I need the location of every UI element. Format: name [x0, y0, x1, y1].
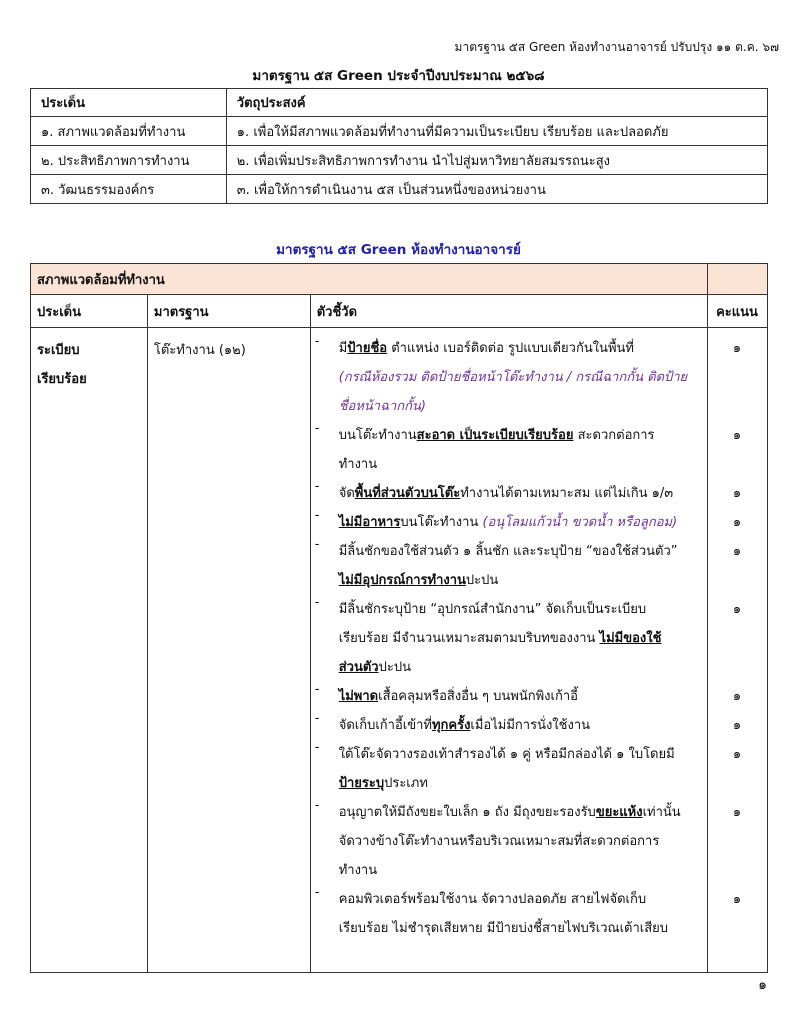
score-value: ๑ — [732, 689, 742, 704]
summary-objective: ๑. เพื่อให้มีสภาพแวดล้อมที่ทำงานที่มีความเป็นระเบียบ เรียบร้อย และปลอดภัย — [226, 117, 767, 146]
score-value: ๑ — [732, 602, 742, 617]
table-row — [31, 175, 768, 204]
summary-objective: ๒. เพื่อเพิ่มประสิทธิภาพการทำงาน นำไปสู่มหาวิทยาลัยสมรรถนะสูง — [226, 146, 767, 175]
score-value: ๑ — [732, 892, 742, 907]
topic-line: ระเบียบ — [37, 343, 80, 358]
indicators-cell: - มีป้ายชื่อ ตำแหน่ง เบอร์ติดต่อ รูปแบบเดียวกันในพื้นที่ (กรณีห้องรวม ติดป้ายชื่อหน้าโต๊ะทำงาน / กรณีฉากกั้น ติดป้าย ชื่อหน้าฉากกั้น) - บนโต๊ะทำงานสะอาด เป็นระเบียบเรียบร้อย สะดวกต่อการ ทำงาน - จัดพื้นที่ส่วนตัวบนโต๊ะทำงานได้ตามเหมาะสม แต่ไม่เกิน ๑/๓ - ไม่มีอาหารบนโต๊ะทำงาน (อนุโลมแก้วน้ำ ขวดน้ำ หรือลูกอม) - มีลิ้นชักของใช้ส่วนตัว ๑ ลิ้นชัก และระบุป้าย “ของใช้ส่วนตัว” ไม่มีอุปกรณ์การทำงานปะปน - มีลิ้นชักระบุป้าย “อุปกรณ์สำนักงาน” จัดเก็บเป็นระเบียบ เรียบร้อย มีจำนวนเหมาะสมตามบริบทของงาน ไม่มีของใช้ ส่วนตัวปะปน - ไม่พาดเสื้อคลุมหรือสิ่งอื่น ๆ บนพนักพิงเก้าอี้ - จัดเก็บเก้าอี้เข้าที่ทุกครั้งเมื่อไม่มีการนั่งใช้งาน - ใต้โต๊ะจัดวางรองเท้าสำรองได้ ๑ คู่ หรือมีกล่องได้ ๑ ใบโดยมี ป้ายระบุประเภท - อนุญาตให้มีถังขยะใบเล็ก ๑ ถัง มีถุงขยะรองรับขยะแห้งเท่านั้น จัดวางข้างโต๊ะทำงานหรือบริเวณเหมาะสมที่สะดวกต่อการ ทำงาน - คอมพิวเตอร์พร้อมใช้งาน จัดวางปลอดภัย สายไฟจัดเก็บ เรียบร้อย ไม่ชำรุดเสียหาย มีป้ายบ่งชี้สายไฟบริเวณเต้าเสียบ — [310, 328, 707, 973]
summary-header-row — [31, 89, 768, 117]
main-title: มาตรฐาน ๕ส Green ประจำปีงบประมาณ ๒๕๖๘ — [252, 68, 545, 84]
score-value: ๑ — [732, 428, 742, 443]
category-label: สภาพแวดล้อมที่ทำงาน — [31, 264, 708, 295]
score-value: ๑ — [732, 341, 742, 356]
col-header-standard: มาตรฐาน — [147, 295, 310, 328]
column-header-row — [31, 295, 768, 328]
document-header: มาตรฐาน ๕ส Green ห้องทำงานอาจารย์ ปรับปรุง ๑๑ ต.ค. ๖๗ — [454, 40, 779, 54]
bullet-dash: - — [314, 595, 320, 610]
score-value: ๑ — [732, 544, 742, 559]
score-value: ๑ — [732, 718, 742, 733]
category-row — [31, 264, 768, 295]
topic-line: เรียบร้อย — [37, 372, 87, 387]
topic-cell — [31, 328, 148, 973]
summary-objective: ๓. เพื่อให้การดำเนินงาน ๕ส เป็นส่วนหนึ่งของหน่วยงาน — [226, 175, 767, 204]
table-row — [31, 146, 768, 175]
score-value: ๑ — [732, 515, 742, 530]
table-row — [31, 117, 768, 146]
note-text: (กรณีห้องรวม ติดป้ายชื่อหน้าโต๊ะทำงาน / กรณีฉากกั้น ติดป้าย — [338, 370, 688, 385]
bullet-dash: - — [314, 508, 320, 523]
page-number: ๑ — [758, 977, 767, 993]
summary-table — [30, 88, 768, 204]
summary-header-objective: วัตถุประสงค์ — [226, 89, 767, 117]
section-title: มาตรฐาน ๕ส Green ห้องทำงานอาจารย์ — [276, 242, 521, 258]
col-header-indicator: ตัวชี้วัด — [310, 295, 707, 328]
bullet-dash: - — [314, 421, 320, 436]
bullet-dash: - — [314, 885, 320, 900]
summary-header-topic: ประเด็น — [31, 89, 227, 117]
bullet-dash: - — [314, 798, 320, 813]
bullet-dash: - — [314, 740, 320, 755]
bullet-dash: - — [314, 682, 320, 697]
bullet-dash: - — [314, 711, 320, 726]
note-text: ชื่อหน้าฉากกั้น) — [338, 399, 426, 414]
table-row — [31, 328, 768, 973]
summary-topic: ๑. สภาพแวดล้อมที่ทำงาน — [31, 117, 227, 146]
col-header-score: คะแนน — [708, 295, 768, 328]
note-text: (อนุโลมแก้วน้ำ ขวดน้ำ หรือลูกอม) — [482, 515, 678, 530]
bullet-dash: - — [314, 479, 320, 494]
score-value: ๑ — [732, 747, 742, 762]
score-cell — [708, 328, 768, 973]
standards-table — [30, 263, 768, 973]
score-value: ๑ — [732, 805, 742, 820]
standard-cell: โต๊ะทำงาน (๑๒) — [147, 328, 310, 973]
summary-topic: ๒. ประสิทธิภาพการทำงาน — [31, 146, 227, 175]
bullet-dash: - — [314, 537, 320, 552]
score-value: ๑ — [732, 486, 742, 501]
bullet-dash: - — [314, 334, 320, 349]
summary-topic: ๓. วัฒนธรรมองค์กร — [31, 175, 227, 204]
category-score-cell — [708, 264, 768, 295]
col-header-topic: ประเด็น — [31, 295, 148, 328]
